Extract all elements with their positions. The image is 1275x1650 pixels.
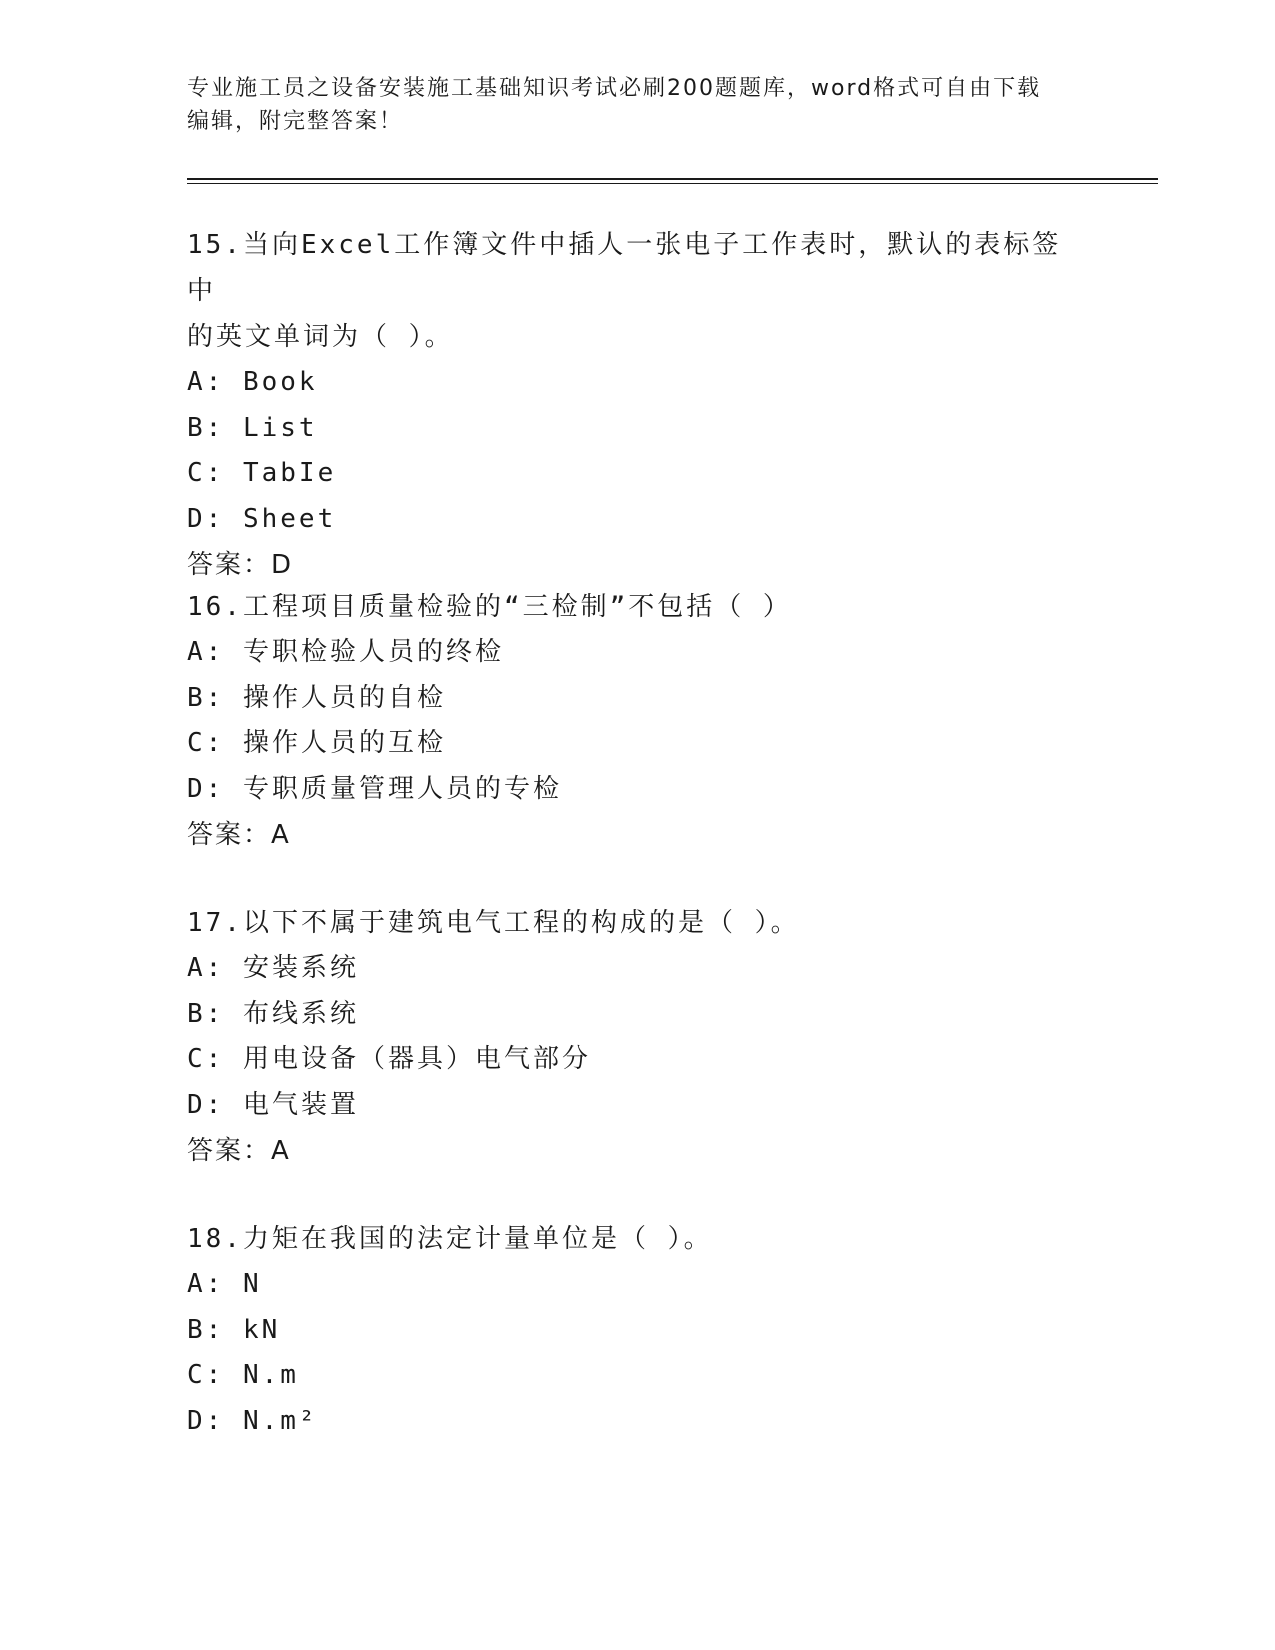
question-18 bbox=[187, 1216, 1087, 1444]
answer: 答案：A bbox=[187, 820, 291, 850]
option-a: A: 安装系统 bbox=[187, 953, 359, 983]
option-b: B: List bbox=[187, 412, 318, 443]
option-c: C: 操作人员的互检 bbox=[187, 728, 446, 758]
header-divider-thick bbox=[187, 178, 1158, 180]
option-d: D: 专职质量管理人员的专检 bbox=[187, 773, 562, 804]
question-16 bbox=[187, 584, 1087, 858]
option-d: D: 电气装置 bbox=[187, 1089, 359, 1120]
question-stem-continued: 的英文单词为（ ）。 bbox=[187, 322, 454, 352]
option-b: B: 操作人员的自检 bbox=[187, 682, 446, 713]
option-c: C: 用电设备（器具）电气部分 bbox=[187, 1044, 591, 1074]
question-17 bbox=[187, 900, 1087, 1174]
option-a: A: Book bbox=[187, 367, 318, 397]
question-stem: 17.以下不属于建筑电气工程的构成的是（ ）。 bbox=[187, 908, 800, 938]
option-d: D: Sheet bbox=[187, 503, 337, 534]
question-15 bbox=[187, 222, 1087, 588]
option-c: C: TabIe bbox=[187, 458, 337, 488]
answer: 答案：D bbox=[187, 550, 294, 580]
header-divider-thin bbox=[187, 183, 1158, 184]
question-stem: 15.当向Excel工作簿文件中插人一张电子工作表时，默认的表标签中 bbox=[187, 230, 1062, 306]
question-stem: 18.力矩在我国的法定计量单位是（ ）。 bbox=[187, 1224, 713, 1254]
document-header bbox=[187, 72, 1087, 138]
option-b: B: kN bbox=[187, 1314, 281, 1345]
option-d: D: N.m² bbox=[187, 1405, 318, 1436]
option-a: A: N bbox=[187, 1269, 262, 1299]
option-c: C: N.m bbox=[187, 1360, 299, 1390]
answer: 答案：A bbox=[187, 1136, 291, 1166]
header-line-1: 专业施工员之设备安装施工基础知识考试必刷200题题库，word格式可自由下载 bbox=[187, 76, 1042, 101]
question-stem: 16.工程项目质量检验的“三检制”不包括（ ） bbox=[187, 592, 792, 622]
header-line-2: 编辑，附完整答案！ bbox=[187, 109, 404, 134]
option-a: A: 专职检验人员的终检 bbox=[187, 637, 504, 667]
option-b: B: 布线系统 bbox=[187, 998, 359, 1029]
